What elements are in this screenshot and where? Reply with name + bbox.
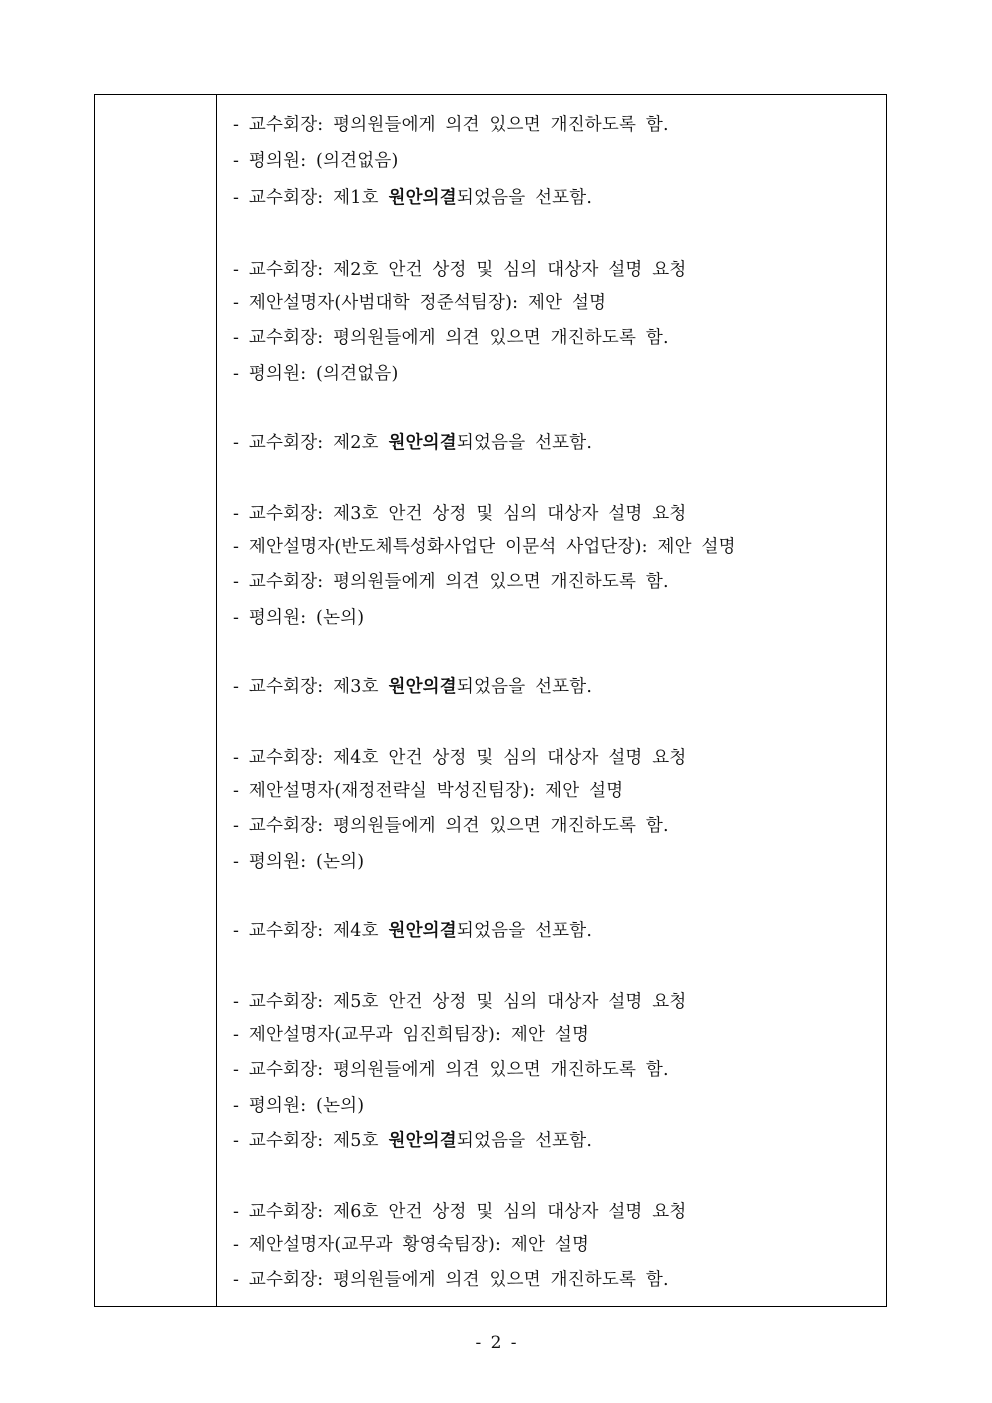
minutes-line: - 교수회장: 제2호 안건 상정 및 심의 대상자 설명 요청	[233, 260, 687, 280]
minutes-line: - 교수회장: 제4호 원안의결되었음을 선포함.	[233, 921, 593, 941]
minutes-line: - 교수회장: 평의원들에게 의견 있으면 개진하도록 함.	[233, 328, 669, 348]
resolution-bold: 원안의결	[388, 188, 457, 208]
minutes-line: - 제안설명자(재정전략실 박성진팀장): 제안 설명	[233, 781, 624, 801]
minutes-line: - 평의원: (논의)	[233, 852, 365, 872]
minutes-line: - 교수회장: 평의원들에게 의견 있으면 개진하도록 함.	[233, 1060, 669, 1080]
minutes-line: - 교수회장: 제5호 원안의결되었음을 선포함.	[233, 1131, 593, 1151]
minutes-line: - 제안설명자(교무과 황영숙팀장): 제안 설명	[233, 1235, 590, 1255]
minutes-line: - 평의원: (논의)	[233, 1096, 365, 1116]
minutes-line: - 평의원: (의견없음)	[233, 364, 399, 384]
minutes-line: - 교수회장: 평의원들에게 의견 있으면 개진하도록 함.	[233, 1270, 669, 1290]
minutes-line: - 제안설명자(반도체특성화사업단 이문석 사업단장): 제안 설명	[233, 537, 736, 557]
resolution-bold: 원안의결	[388, 433, 457, 453]
resolution-bold: 원안의결	[388, 921, 457, 941]
resolution-bold: 원안의결	[388, 677, 457, 697]
minutes-line: - 평의원: (논의)	[233, 608, 365, 628]
minutes-line: - 교수회장: 평의원들에게 의견 있으면 개진하도록 함.	[233, 816, 669, 836]
minutes-line: - 평의원: (의견없음)	[233, 151, 399, 171]
minutes-table	[94, 94, 887, 1307]
resolution-bold: 원안의결	[388, 1131, 457, 1151]
minutes-line: - 교수회장: 제3호 원안의결되었음을 선포함.	[233, 677, 593, 697]
minutes-line: - 교수회장: 제3호 안건 상정 및 심의 대상자 설명 요청	[233, 504, 687, 524]
minutes-line: - 교수회장: 제5호 안건 상정 및 심의 대상자 설명 요청	[233, 992, 687, 1012]
page-number: - 2 -	[475, 1333, 517, 1353]
minutes-line: - 교수회장: 평의원들에게 의견 있으면 개진하도록 함.	[233, 115, 669, 135]
minutes-line: - 교수회장: 제6호 안건 상정 및 심의 대상자 설명 요청	[233, 1202, 687, 1222]
label-column	[95, 95, 217, 1306]
minutes-line: - 제안설명자(교무과 임진희팀장): 제안 설명	[233, 1025, 590, 1045]
minutes-line: - 교수회장: 제4호 안건 상정 및 심의 대상자 설명 요청	[233, 748, 687, 768]
minutes-line: - 교수회장: 제1호 원안의결되었음을 선포함.	[233, 188, 593, 208]
minutes-line: - 교수회장: 평의원들에게 의견 있으면 개진하도록 함.	[233, 572, 669, 592]
minutes-line: - 제안설명자(사범대학 정준석팀장): 제안 설명	[233, 293, 607, 313]
content-column	[217, 95, 886, 1306]
minutes-line: - 교수회장: 제2호 원안의결되었음을 선포함.	[233, 433, 593, 453]
